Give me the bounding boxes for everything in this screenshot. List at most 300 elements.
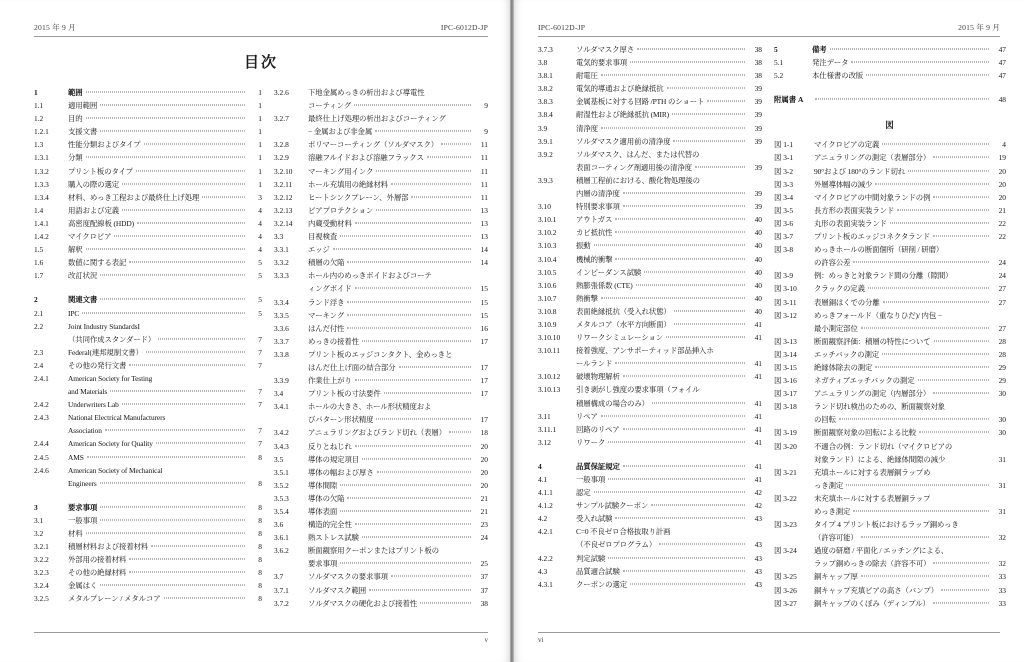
toc-entry[interactable] bbox=[274, 86, 488, 99]
toc-entry[interactable] bbox=[34, 178, 262, 191]
toc-entry-label: 対象ランド）による、絶縁体間隙の減少 bbox=[814, 454, 946, 464]
toc-entry[interactable] bbox=[538, 292, 762, 305]
toc-entry-page: 15 bbox=[480, 297, 488, 307]
toc-leader-dots bbox=[883, 301, 989, 302]
toc-entry-label: っき測定 bbox=[814, 480, 844, 490]
toc-entry[interactable] bbox=[538, 122, 762, 135]
toc-entry[interactable] bbox=[774, 165, 1006, 178]
toc-entry[interactable] bbox=[774, 479, 1006, 492]
toc-entry-label: Federal(連邦規制文書） bbox=[68, 347, 143, 357]
toc-entry-page: 40 bbox=[754, 267, 762, 277]
toc-entry-number: 1.3.2 bbox=[34, 166, 49, 176]
toc-entry[interactable] bbox=[34, 411, 262, 424]
toc-entry[interactable] bbox=[774, 413, 1006, 426]
toc-entry-number: 3.3 bbox=[274, 232, 284, 242]
toc-leader-dots bbox=[651, 505, 745, 506]
toc-entry[interactable] bbox=[774, 374, 1006, 387]
toc-entry-page: 1 bbox=[258, 140, 262, 150]
toc-entry-page: 41 bbox=[754, 475, 762, 484]
toc-entry[interactable] bbox=[538, 486, 762, 499]
toc-entry[interactable] bbox=[774, 505, 1006, 518]
toc-leader-dots bbox=[100, 506, 245, 507]
toc-leader-dots bbox=[623, 206, 745, 207]
toc-entry[interactable] bbox=[274, 243, 488, 256]
toc-entry-page: 19 bbox=[998, 153, 1006, 163]
toc-entry[interactable] bbox=[538, 135, 762, 148]
toc-spacer bbox=[34, 282, 262, 293]
toc-entry[interactable] bbox=[538, 305, 762, 318]
toc-entry[interactable] bbox=[274, 256, 488, 269]
toc-entry-label: めっきフォールド（重なりひだ)/ 内包 − bbox=[814, 310, 942, 320]
toc-entry[interactable] bbox=[274, 597, 488, 610]
toc-entry-number: 4.1.2 bbox=[538, 501, 553, 511]
toc-entry[interactable] bbox=[274, 518, 488, 531]
toc-entry[interactable] bbox=[774, 335, 1006, 348]
toc-entry-label: ソルダマスクの要求事項 bbox=[308, 572, 388, 582]
toc-entry-label: − 金属および非金属 bbox=[308, 127, 373, 137]
toc-leader-dots bbox=[129, 364, 245, 365]
toc-entry-label: アニュラリングおよびランド切れ（表層） bbox=[308, 428, 447, 438]
toc-entry[interactable] bbox=[274, 479, 488, 492]
toc-leader-dots bbox=[355, 445, 471, 446]
toc-entry-label: 回路のリペア bbox=[576, 424, 620, 434]
running-head-right bbox=[538, 22, 1000, 37]
toc-entry[interactable] bbox=[274, 282, 488, 295]
toc-entry-label: 特別要求事項 bbox=[576, 202, 620, 212]
toc-leader-dots bbox=[137, 222, 245, 223]
toc-entry[interactable] bbox=[34, 307, 262, 320]
toc-entry-label: インピーダンス試験 bbox=[576, 267, 642, 277]
toc-entry[interactable] bbox=[34, 437, 262, 450]
toc-entry[interactable] bbox=[274, 335, 488, 348]
toc-entry[interactable] bbox=[34, 151, 262, 164]
toc-entry-number: 3.4.3 bbox=[274, 441, 289, 451]
toc-entry[interactable] bbox=[34, 165, 262, 178]
toc-entry-page: 17 bbox=[480, 376, 488, 386]
toc-entry[interactable] bbox=[274, 544, 488, 557]
toc-entry-page: 38 bbox=[754, 71, 762, 81]
toc-entry-label: 認定 bbox=[576, 488, 591, 498]
toc-entry[interactable] bbox=[34, 269, 262, 282]
page-footer-right bbox=[538, 632, 1000, 644]
toc-entry[interactable] bbox=[34, 346, 262, 359]
toc-entry[interactable] bbox=[538, 108, 762, 121]
toc-entry[interactable] bbox=[34, 579, 262, 592]
toc-entry[interactable] bbox=[774, 269, 1006, 282]
toc-entry-number: 3.5.1 bbox=[274, 467, 289, 477]
toc-entry[interactable] bbox=[538, 357, 762, 370]
toc-entry-page: 33 bbox=[998, 585, 1006, 595]
toc-entry-page: 17 bbox=[480, 389, 488, 399]
toc-entry-number: 3.2.12 bbox=[274, 192, 293, 202]
toc-entry-page: 24 bbox=[480, 533, 488, 543]
toc-leader-dots bbox=[623, 376, 745, 377]
toc-entry-page: 7 bbox=[258, 426, 262, 436]
toc-entry-number: 2.4.5 bbox=[34, 452, 49, 462]
toc-entry-number: 2.4.3 bbox=[34, 413, 49, 423]
toc-leader-dots bbox=[86, 118, 245, 119]
toc-entry-label: 断面観察対象の回転による比較 bbox=[814, 428, 917, 438]
toc-entry[interactable] bbox=[34, 243, 262, 256]
toc-leader-dots bbox=[347, 301, 471, 302]
toc-entry[interactable] bbox=[538, 279, 762, 292]
toc-entry[interactable] bbox=[274, 165, 488, 178]
toc-entry-label: 未充填ホールに対する表層銅ラップ bbox=[814, 493, 931, 503]
toc-entry[interactable] bbox=[274, 570, 488, 583]
toc-entry-page: 20 bbox=[998, 166, 1006, 176]
toc-entry[interactable] bbox=[274, 125, 488, 138]
toc-entry-page: 15 bbox=[480, 310, 488, 320]
toc-entry[interactable] bbox=[538, 565, 762, 578]
toc-leader-dots bbox=[82, 312, 245, 313]
toc-entry[interactable] bbox=[774, 243, 1006, 256]
toc-leader-dots bbox=[87, 456, 245, 457]
toc-entry[interactable] bbox=[774, 387, 1006, 400]
toc-entry-page: 7 bbox=[258, 439, 262, 449]
toc-entry[interactable] bbox=[774, 518, 1006, 531]
toc-entry-page: 1 bbox=[258, 166, 262, 176]
toc-entry[interactable] bbox=[274, 99, 488, 112]
toc-entry-page: 43 bbox=[754, 540, 762, 550]
toc-leader-dots bbox=[815, 99, 989, 100]
toc-entry[interactable] bbox=[538, 174, 762, 187]
toc-leader-dots bbox=[333, 249, 471, 250]
toc-entry[interactable] bbox=[774, 151, 1006, 164]
toc-entry-page: 38 bbox=[754, 45, 762, 54]
toc-entry[interactable] bbox=[538, 239, 762, 252]
toc-entry[interactable] bbox=[538, 318, 762, 331]
toc-entry[interactable] bbox=[274, 584, 488, 597]
toc-leader-dots bbox=[866, 75, 989, 76]
toc-entry-number: 図 3-20 bbox=[774, 441, 797, 451]
toc-entry[interactable] bbox=[774, 56, 1006, 69]
toc-leader-dots bbox=[890, 222, 989, 223]
toc-entry[interactable] bbox=[538, 69, 762, 82]
toc-entry-number: 3.2.1 bbox=[34, 542, 49, 552]
toc-entry[interactable] bbox=[774, 597, 1006, 610]
toc-entry-page: 11 bbox=[480, 153, 488, 163]
toc-entry[interactable] bbox=[774, 584, 1006, 597]
page-left bbox=[0, 0, 510, 662]
toc-entry[interactable] bbox=[538, 56, 762, 69]
toc-leader-dots bbox=[122, 404, 245, 405]
toc-entry-label: 反りとねじれ bbox=[308, 441, 352, 451]
toc-leader-dots bbox=[674, 323, 745, 324]
toc-entry[interactable] bbox=[34, 372, 262, 385]
toc-entry-number: 3.9.3 bbox=[538, 175, 553, 185]
toc-leader-dots bbox=[129, 262, 245, 263]
toc-entry[interactable] bbox=[538, 43, 762, 56]
toc-entry[interactable] bbox=[274, 440, 488, 453]
toc-entry[interactable] bbox=[538, 538, 762, 551]
toc-leader-dots bbox=[875, 366, 989, 367]
toc-leader-dots bbox=[449, 432, 471, 433]
toc-entry-label: （不良ゼロプログラム） bbox=[576, 540, 657, 550]
toc-entry[interactable] bbox=[774, 440, 1006, 453]
toc-entry-page: 41 bbox=[754, 398, 762, 408]
toc-entry[interactable] bbox=[538, 187, 762, 200]
toc-entry[interactable] bbox=[34, 424, 262, 437]
toc-leader-dots bbox=[100, 482, 245, 483]
toc-entry[interactable] bbox=[34, 464, 262, 477]
toc-entry[interactable] bbox=[34, 320, 262, 333]
toc-entry[interactable] bbox=[274, 531, 488, 544]
toc-entry[interactable] bbox=[538, 95, 762, 108]
toc-entry-page: 27 bbox=[998, 284, 1006, 294]
toc-entry-label: 内蔵受動材料 bbox=[308, 218, 352, 228]
toc-entry[interactable] bbox=[34, 398, 262, 411]
toc-entry-number: 3.7.3 bbox=[538, 45, 553, 54]
toc-entry[interactable] bbox=[274, 309, 488, 322]
toc-entry-page: 4 bbox=[258, 245, 262, 255]
toc-entry-number: 1.4 bbox=[34, 205, 44, 215]
toc-entry[interactable] bbox=[274, 492, 488, 505]
toc-entry[interactable] bbox=[774, 426, 1006, 439]
toc-entry-label: 電気的要求事項 bbox=[576, 58, 628, 68]
toc-entry-number: 3.10.12 bbox=[538, 372, 561, 382]
toc-entry[interactable] bbox=[538, 213, 762, 226]
toc-leader-dots bbox=[659, 544, 745, 545]
toc-entry-page: 40 bbox=[754, 280, 762, 290]
toc-leader-dots bbox=[362, 458, 471, 459]
toc-entry[interactable] bbox=[538, 423, 762, 436]
toc-entry[interactable] bbox=[34, 230, 262, 243]
toc-entry-page: 41 bbox=[754, 437, 762, 447]
toc-entry[interactable] bbox=[538, 397, 762, 410]
toc-entry[interactable] bbox=[274, 217, 488, 230]
toc-entry[interactable] bbox=[774, 282, 1006, 295]
toc-entry[interactable] bbox=[538, 552, 762, 565]
toc-entry[interactable] bbox=[774, 309, 1006, 322]
toc-leader-dots bbox=[340, 511, 471, 512]
figures-heading: 図 bbox=[885, 120, 895, 131]
toc-entry[interactable] bbox=[538, 525, 762, 538]
toc-entry[interactable] bbox=[774, 531, 1006, 544]
toc-entry-section[interactable] bbox=[34, 86, 262, 99]
toc-entry[interactable] bbox=[274, 269, 488, 282]
toc-entry-label: 範囲 bbox=[68, 88, 83, 97]
toc-entry[interactable] bbox=[538, 253, 762, 266]
toc-entry[interactable] bbox=[274, 466, 488, 479]
toc-entry-label: 目視検査 bbox=[308, 232, 338, 242]
toc-entry[interactable] bbox=[274, 112, 488, 125]
toc-entry-page: 1 bbox=[258, 179, 262, 189]
toc-entry[interactable] bbox=[538, 82, 762, 95]
toc-entry-label: 接着強度、アンサポーティッド部品挿入ホ bbox=[576, 346, 714, 356]
toc-entry[interactable] bbox=[34, 451, 262, 464]
toc-entry[interactable] bbox=[34, 527, 262, 540]
toc-entry[interactable] bbox=[274, 400, 488, 413]
toc-entry-number: 3.2.8 bbox=[274, 140, 289, 150]
toc-entry[interactable] bbox=[34, 112, 262, 125]
toc-entry[interactable] bbox=[274, 557, 488, 570]
toc-entry[interactable] bbox=[538, 410, 762, 423]
toc-entry[interactable] bbox=[274, 413, 488, 426]
toc-entry[interactable] bbox=[34, 553, 262, 566]
toc-entry[interactable] bbox=[34, 514, 262, 527]
toc-entry-label: American Society for Quality bbox=[68, 439, 153, 449]
toc-entry[interactable] bbox=[34, 385, 262, 398]
toc-entry[interactable] bbox=[538, 512, 762, 525]
toc-entry[interactable] bbox=[274, 151, 488, 164]
toc-entry[interactable] bbox=[774, 400, 1006, 413]
toc-entry-section[interactable] bbox=[34, 501, 262, 514]
toc-entry-page: 47 bbox=[998, 71, 1006, 81]
toc-entry-number: 5.2 bbox=[774, 71, 784, 81]
toc-entry[interactable] bbox=[274, 426, 488, 439]
toc-entry[interactable] bbox=[274, 453, 488, 466]
toc-entry[interactable] bbox=[538, 266, 762, 279]
toc-entry-number: 2.4.1 bbox=[34, 373, 49, 383]
toc-entry[interactable] bbox=[774, 256, 1006, 269]
toc-entry[interactable] bbox=[274, 505, 488, 518]
toc-entry[interactable] bbox=[774, 178, 1006, 191]
toc-entry-number: 3.10.9 bbox=[538, 319, 557, 329]
toc-entry-number: 4.2.1 bbox=[538, 527, 553, 537]
toc-entry-number: 3.10.11 bbox=[538, 346, 560, 356]
toc-entry-label: 金属はく bbox=[68, 581, 98, 591]
toc-entry-number: 3.4.2 bbox=[274, 428, 289, 438]
toc-entry-page: 22 bbox=[998, 218, 1006, 228]
toc-entry-label: 数値に関する表記 bbox=[68, 258, 127, 268]
toc-entry[interactable] bbox=[538, 148, 762, 161]
toc-entry[interactable] bbox=[538, 436, 762, 449]
toc-entry[interactable] bbox=[774, 361, 1006, 374]
toc-entry[interactable] bbox=[34, 217, 262, 230]
toc-entry[interactable] bbox=[538, 331, 762, 344]
toc-entry[interactable] bbox=[34, 256, 262, 269]
toc-entry[interactable] bbox=[274, 230, 488, 243]
toc-entry[interactable] bbox=[774, 322, 1006, 335]
toc-entry[interactable] bbox=[274, 361, 488, 374]
toc-entry-label: ビアプロテクション bbox=[308, 205, 374, 215]
toc-entry[interactable] bbox=[274, 348, 488, 361]
toc-entry[interactable] bbox=[774, 191, 1006, 204]
toc-leader-dots bbox=[918, 380, 989, 381]
toc-entry[interactable] bbox=[538, 578, 762, 591]
toc-leader-dots bbox=[875, 183, 989, 184]
toc-entry-page: 41 bbox=[754, 359, 762, 369]
toc-entry[interactable] bbox=[34, 99, 262, 112]
toc-entry-page: 4 bbox=[258, 205, 262, 215]
toc-entry[interactable] bbox=[274, 296, 488, 309]
toc-entry[interactable] bbox=[774, 348, 1006, 361]
toc-entry-label: 性能分類およびタイプ bbox=[68, 140, 141, 150]
toc-entry[interactable] bbox=[34, 138, 262, 151]
toc-entry[interactable] bbox=[538, 344, 762, 357]
toc-spacer bbox=[34, 490, 262, 501]
toc-entry[interactable] bbox=[774, 204, 1006, 217]
toc-leader-dots bbox=[933, 236, 989, 237]
toc-entry-label: 表面コーティング剤適用後の清浄度 bbox=[576, 162, 692, 172]
toc-column-2 bbox=[274, 86, 488, 610]
toc-entry[interactable] bbox=[538, 499, 762, 512]
toc-entry-page: 1 bbox=[258, 101, 262, 111]
toc-entry-page: 13 bbox=[480, 218, 488, 228]
toc-entry[interactable] bbox=[538, 161, 762, 174]
toc-entry[interactable] bbox=[34, 540, 262, 553]
toc-entry-label: 導体の規定項目 bbox=[308, 454, 360, 464]
toc-entry[interactable] bbox=[34, 125, 262, 138]
toc-entry-number: 図 3-5 bbox=[774, 205, 794, 215]
toc-entry-label: 銅キャップのくぼみ（ディンプル） bbox=[814, 598, 930, 608]
toc-leader-dots bbox=[399, 366, 472, 367]
toc-entry[interactable] bbox=[34, 333, 262, 346]
toc-entry-label: 表層銅はくでの分離 bbox=[814, 297, 880, 307]
toc-entry[interactable] bbox=[274, 138, 488, 151]
toc-entry[interactable] bbox=[274, 204, 488, 217]
toc-entry-label: 材料、めっき工程および最終仕上げ処理 bbox=[68, 192, 200, 202]
toc-entry-page: 48 bbox=[998, 95, 1006, 105]
toc-entry[interactable] bbox=[34, 359, 262, 372]
toc-columns-left bbox=[34, 86, 488, 610]
toc-leader-dots bbox=[919, 432, 989, 433]
toc-entry-page: 15 bbox=[480, 284, 488, 294]
toc-entry[interactable] bbox=[774, 544, 1006, 557]
toc-leader-dots bbox=[846, 484, 989, 485]
toc-entry-number: 3.10.5 bbox=[538, 267, 557, 277]
toc-entry[interactable] bbox=[34, 191, 262, 204]
toc-entry[interactable] bbox=[538, 383, 762, 396]
toc-entry-page: 43 bbox=[754, 553, 762, 563]
toc-entry-section[interactable] bbox=[774, 43, 1006, 56]
toc-entry[interactable] bbox=[774, 466, 1006, 479]
toc-entry[interactable] bbox=[774, 453, 1006, 466]
toc-entry[interactable] bbox=[774, 69, 1006, 82]
toc-entry-section[interactable] bbox=[774, 93, 1006, 106]
toc-entry[interactable] bbox=[538, 370, 762, 383]
toc-leader-dots bbox=[100, 275, 245, 276]
toc-entry-label: 解釈 bbox=[68, 245, 83, 255]
toc-entry-label: タイプ 4 プリント板におけるラップ銅めっき bbox=[814, 520, 959, 530]
toc-entry-number: 図 3-21 bbox=[774, 467, 797, 477]
toc-entry-label: エッジ bbox=[308, 245, 330, 255]
toc-entry-number: 3.2.3 bbox=[34, 568, 49, 578]
toc-leader-dots bbox=[122, 183, 245, 184]
toc-entry-page: 18 bbox=[480, 428, 488, 438]
toc-entry[interactable] bbox=[274, 374, 488, 387]
toc-entry-page: 39 bbox=[754, 123, 762, 133]
toc-entry[interactable] bbox=[774, 138, 1006, 151]
toc-entry[interactable] bbox=[538, 200, 762, 213]
toc-leader-dots bbox=[594, 245, 745, 246]
toc-entry[interactable] bbox=[774, 557, 1006, 570]
toc-entry[interactable] bbox=[774, 230, 1006, 243]
toc-entry[interactable] bbox=[274, 387, 488, 400]
toc-entry-page: 20 bbox=[480, 454, 488, 464]
toc-entry[interactable] bbox=[34, 204, 262, 217]
toc-entry[interactable] bbox=[34, 566, 262, 579]
toc-leader-dots bbox=[608, 479, 745, 480]
toc-entry[interactable] bbox=[274, 322, 488, 335]
toc-entry-page: 13 bbox=[480, 232, 488, 242]
toc-entry[interactable] bbox=[538, 473, 762, 486]
toc-entry[interactable] bbox=[774, 570, 1006, 583]
toc-entry-section[interactable] bbox=[538, 460, 762, 473]
toc-entry[interactable] bbox=[34, 477, 262, 490]
toc-entry[interactable] bbox=[34, 592, 262, 605]
toc-entry-number: 1.3.1 bbox=[34, 153, 49, 163]
toc-entry[interactable] bbox=[274, 178, 488, 191]
toc-entry-label: and Materials bbox=[68, 387, 108, 397]
toc-entry[interactable] bbox=[538, 226, 762, 239]
toc-entry[interactable] bbox=[774, 492, 1006, 505]
toc-entry-section[interactable] bbox=[34, 293, 262, 306]
toc-entry-number: 図 3-3 bbox=[774, 179, 794, 189]
toc-entry[interactable] bbox=[774, 296, 1006, 309]
toc-entry[interactable] bbox=[274, 191, 488, 204]
toc-entry[interactable] bbox=[774, 217, 1006, 230]
